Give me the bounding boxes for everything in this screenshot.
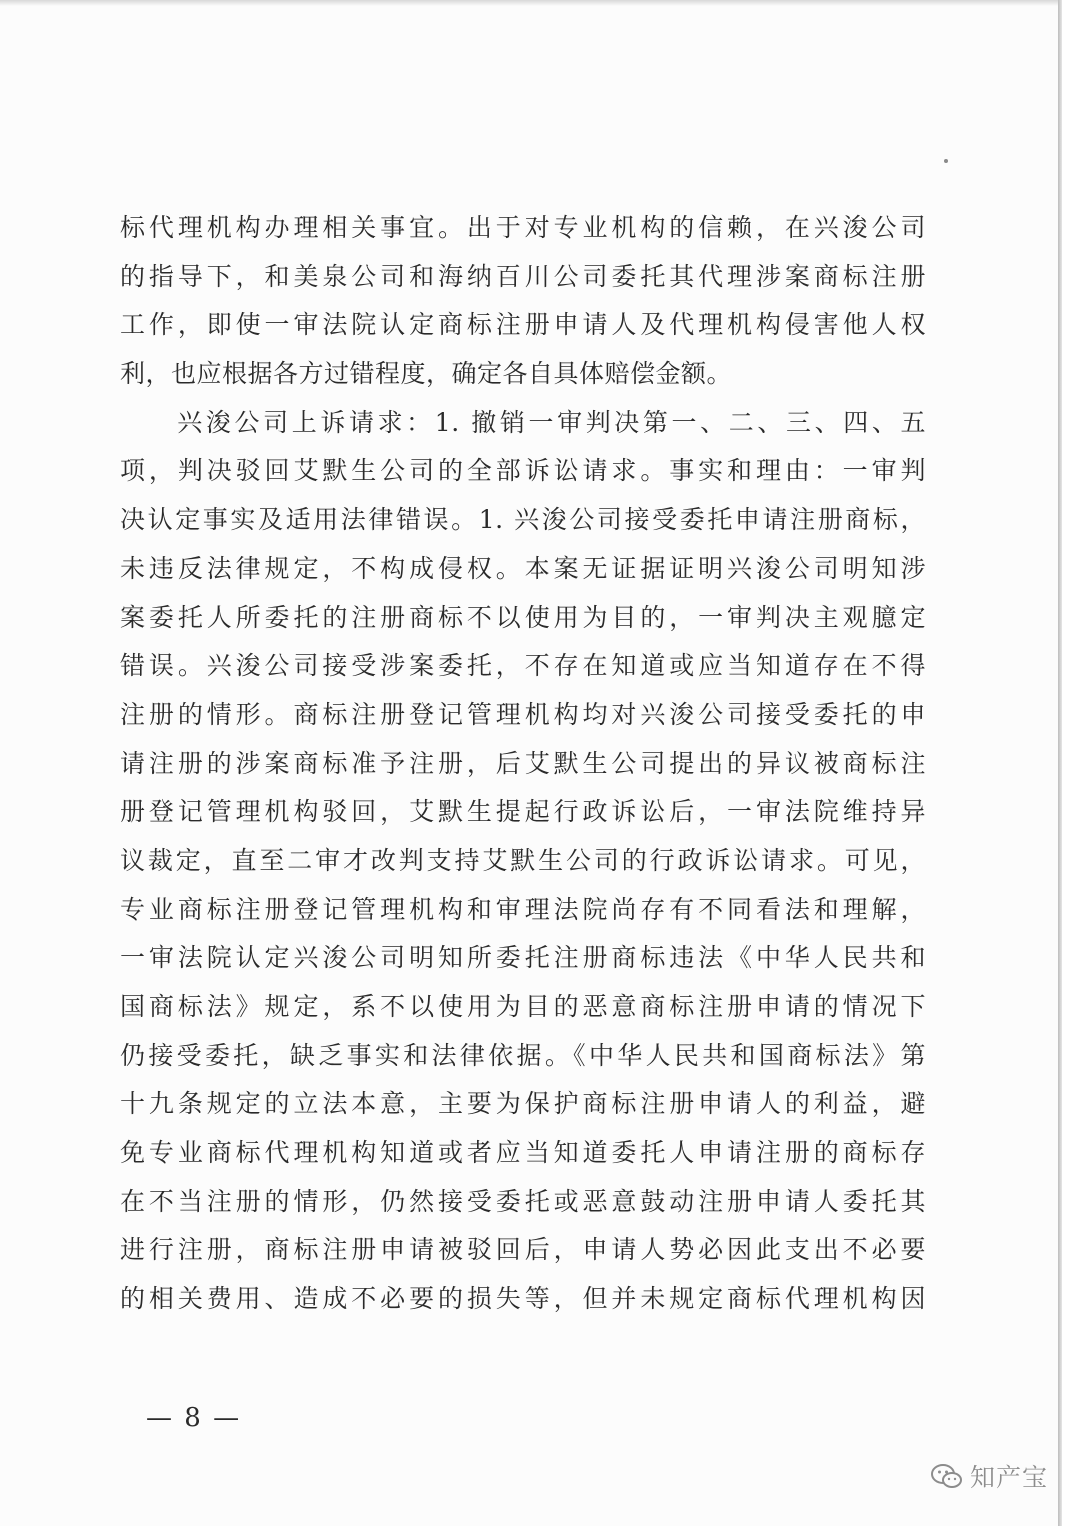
scan-speck [944,159,948,163]
text-line: 仍接受委托，缺乏事实和法律依据。《中华人民共和国商标法》第 [120,1040,926,1070]
text-line: 在不当注册的情形，仍然接受委托或恶意鼓动注册申请人委托其 [120,1186,926,1216]
text-line: 一审法院认定兴浚公司明知所委托注册商标违法《中华人民共和 [120,943,926,973]
text-line: 国商标法》规定，系不以使用为目的恶意商标注册申请的情况下 [120,992,926,1021]
watermark [930,1456,1048,1496]
text-line: 标代理机构办理相关事宜。出于对专业机构的信赖，在兴浚公司 [120,213,926,242]
text-line: 的指导下，和美泉公司和海纳百川公司委托其代理涉案商标注册 [120,261,926,291]
text-line: 的相关费用、造成不必要的损失等，但并未规定商标代理机构因 [120,1284,926,1314]
text-line: 决认定事实及适用法律错误。1. 兴浚公司接受委托申请注册商标， [120,505,926,535]
page-top-edge [0,0,1058,6]
text-line: 议裁定，直至二审才改判支持艾默生公司的行政诉讼请求。可见， [120,845,926,875]
wechat-icon [930,1462,964,1490]
text-line: 专业商标注册登记管理机构和审理法院尚存有不同看法和理解， [120,894,926,924]
text-line: 请注册的涉案商标准予注册，后艾默生公司提出的异议被商标注 [120,748,926,778]
text-line: 项，判决驳回艾默生公司的全部诉讼请求。事实和理由：一审判 [120,456,926,486]
page-number: — 8 — [146,1403,242,1433]
text-line: 工作，即使一审法院认定商标注册申请人及代理机构侵害他人权 [120,310,926,340]
page-right-margin [1062,0,1080,1526]
text-line: 十九条规定的立法本意，主要为保护商标注册申请人的利益，避 [120,1089,926,1119]
text-line: 注册的情形。商标注册登记管理机构均对兴浚公司接受委托的申 [120,699,926,729]
text-line: 免专业商标代理机构知道或者应当知道委托人申请注册的商标存 [120,1138,926,1168]
text-line: 案委托人所委托的注册商标不以使用为目的，一审判决主观臆定 [120,602,926,632]
text-line: 进行注册，商标注册申请被驳回后，申请人势必因此支出不必要 [120,1235,926,1265]
watermark-text: 知产宝 [970,1463,1049,1492]
text-line: 利，也应根据各方过错程度，确定各自具体赔偿金额。 [120,359,733,389]
text-line: 未违反法律规定，不构成侵权。本案无证据证明兴浚公司明知涉 [120,553,926,583]
text-line: 兴浚公司上诉请求：1. 撤销一审判决第一、二、三、四、五 [120,407,926,437]
body-text [120,204,926,1324]
text-line: 册登记管理机构驳回，艾默生提起行政诉讼后，一审法院维持异 [120,797,926,827]
text-line: 错误。兴浚公司接受涉案委托，不存在知道或应当知道存在不得 [120,651,926,681]
